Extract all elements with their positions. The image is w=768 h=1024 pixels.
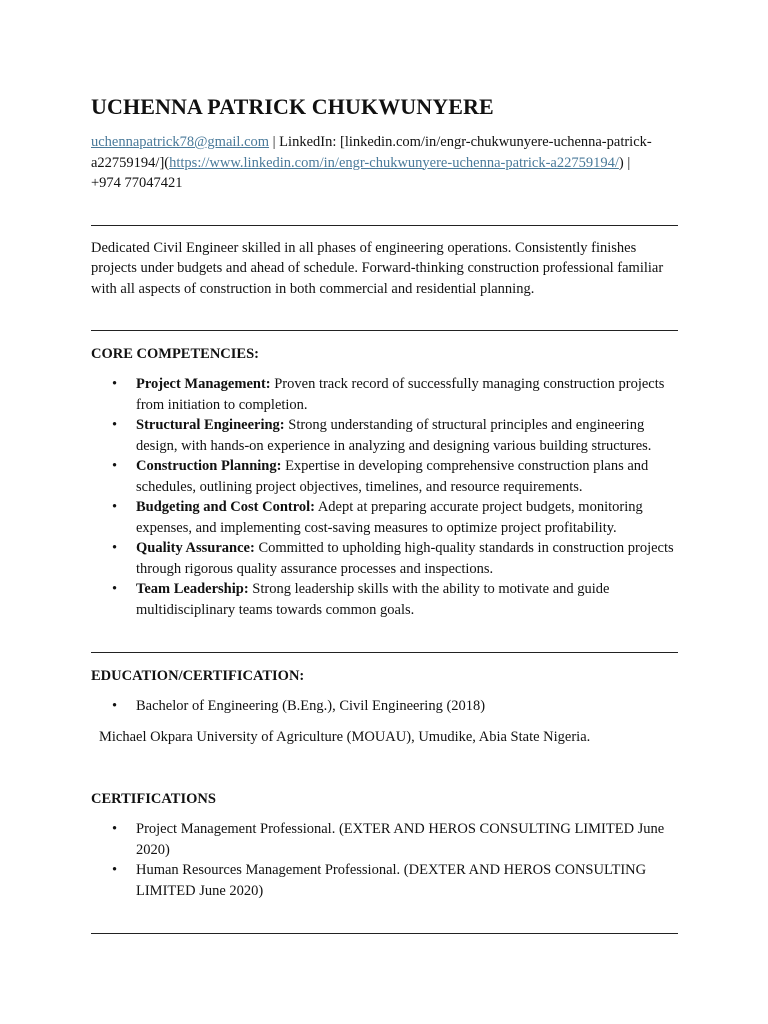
education-item: [91, 696, 678, 717]
resume-content: [91, 92, 678, 934]
competency-item: [91, 538, 678, 579]
certification-item: [91, 819, 678, 860]
bullet-icon: •: [112, 821, 118, 837]
institution-text: Michael Okpara University of Agriculture (MOUAU), Umudike, Abia State Nigeria.: [99, 728, 591, 745]
competency-item: [91, 497, 678, 538]
competencies-title: CORE COMPETENCIES:: [91, 346, 259, 362]
degree-text: Bachelor of Engineering (B.Eng.), Civil Engineering (2018): [136, 698, 486, 714]
competency-item: [91, 374, 678, 415]
competency-label: Budgeting and Cost Control:: [136, 499, 315, 515]
competency-label: Structural Engineering:: [136, 417, 285, 433]
competency-text: Adept at preparing accurate project budgets, monitoring expenses, and implementing cost-saving measures to optimize project profitability.: [136, 499, 643, 536]
education-title: EDUCATION/CERTIFICATION:: [91, 668, 305, 684]
certifications-title: CERTIFICATIONS: [91, 791, 216, 807]
competency-text: Committed to upholding high-quality standards in construction projects through rigorous quality assurance processes and inspections.: [136, 540, 674, 577]
bullet-icon: •: [112, 581, 118, 597]
professional-summary: Dedicated Civil Engineer skilled in all phases of engineering operations. Consistently finishes projects under budgets and ahead of schedule. Forward-thinking construction professional familiar with all aspects of construction in both commercial and residential planning.: [91, 239, 664, 297]
competency-text: Strong leadership skills with the ability to motivate and guide multidisciplinary teams towards common goals.: [136, 581, 610, 618]
contact-line: [91, 132, 678, 194]
certifications-list: [91, 819, 678, 901]
competency-label: Construction Planning:: [136, 458, 282, 474]
competency-label: Project Management:: [136, 376, 271, 392]
linkedin-link[interactable]: https://www.linkedin.com/in/engr-chukwunyere-uchenna-patrick-a22759194/: [169, 154, 619, 171]
candidate-name: UCHENNA PATRICK CHUKWUNYERE: [91, 94, 494, 119]
competency-label: Team Leadership:: [136, 581, 249, 597]
bullet-icon: •: [112, 698, 118, 714]
competency-item: [91, 579, 678, 620]
divider-4: [91, 933, 678, 934]
competency-text: Expertise in developing comprehensive construction plans and schedules, outlining project objectives, timelines, and resource requirements.: [136, 458, 649, 495]
certification-text: Human Resources Management Professional. (DEXTER AND HEROS CONSULTING LIMITED June 2020): [136, 862, 647, 899]
competency-label: Quality Assurance:: [136, 540, 255, 556]
competency-item: [91, 456, 678, 497]
certification-text: Project Management Professional. (EXTER AND HEROS CONSULTING LIMITED June 2020): [136, 821, 665, 858]
divider-3: [91, 652, 678, 653]
bullet-icon: •: [112, 417, 118, 433]
linkedin-suffix: ) |: [618, 154, 631, 171]
bullet-icon: •: [112, 458, 118, 474]
bullet-icon: •: [112, 499, 118, 515]
bullet-icon: •: [112, 862, 118, 878]
divider-2: [91, 330, 678, 331]
bullet-icon: •: [112, 376, 118, 392]
competencies-list: [91, 374, 678, 620]
competency-item: [91, 415, 678, 456]
bullet-icon: •: [112, 540, 118, 556]
email-link[interactable]: uchennapatrick78@gmail.com: [91, 134, 270, 150]
competency-text: Proven track record of successfully managing construction projects from initiation to completion.: [136, 376, 665, 413]
phone-number: +974 77047421: [91, 175, 183, 191]
certification-item: [91, 860, 678, 901]
linkedin-prefix: | LinkedIn: [linkedin.com/in/engr-chukwunyere-uchenna-patrick-a22759194/](: [91, 134, 652, 171]
divider-1: [91, 225, 678, 226]
competency-text: Strong understanding of structural principles and engineering design, with hands-on experience in analyzing and designing various building structures.: [136, 417, 652, 454]
education-list: [91, 696, 678, 717]
